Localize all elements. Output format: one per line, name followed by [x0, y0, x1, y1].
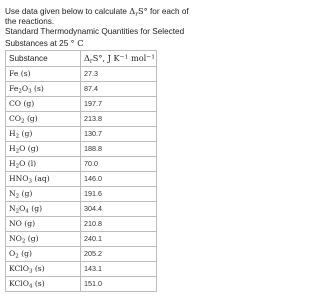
- entropy-symbol: $\Delta_rS^\circ$: [129, 6, 148, 18]
- entropy-value-cell: 143.1: [81, 261, 157, 276]
- entropy-value-cell: 304.4: [81, 201, 157, 216]
- table-row: [6, 276, 157, 291]
- substance-cell: $H_2$ (g): [6, 126, 81, 141]
- table-row: [6, 111, 157, 126]
- substance-cell: NO (g): [6, 216, 81, 231]
- entropy-value-cell: 27.3: [81, 66, 157, 81]
- table-row: [6, 216, 157, 231]
- substance-cell: $Fe_2O_3$ (s): [6, 81, 81, 96]
- table-row: [6, 171, 157, 186]
- table-row: [6, 231, 157, 246]
- substance-cell: $O_2$ (g): [6, 246, 81, 261]
- substance-cell: CO (g): [6, 96, 81, 111]
- table-caption-text: Substances at 25: [5, 38, 71, 48]
- temperature-unit: ° C: [70, 37, 84, 48]
- table-row: [6, 261, 157, 276]
- header-substance: Substance: [6, 50, 81, 66]
- substance-cell: $N_2O_4$ (g): [6, 201, 81, 216]
- substance-cell: $CO_2$ (g): [6, 111, 81, 126]
- entropy-value-cell: 191.6: [81, 186, 157, 201]
- table-row: [6, 66, 157, 81]
- entropy-value-cell: 213.8: [81, 111, 157, 126]
- entropy-value-cell: 130.7: [81, 126, 157, 141]
- entropy-value-cell: 146.0: [81, 171, 157, 186]
- table-caption-line-1: Standard Thermodynamic Quantities for Selected: [5, 27, 185, 37]
- instruction-text-end: for each of the reactions.: [5, 7, 189, 27]
- header-entropy: $\Delta_rS^\circ$, J $K^{-1}$ mol$^{-1}$: [81, 50, 157, 66]
- table-row: [6, 141, 157, 156]
- substance-cell: $H_2O$ (g): [6, 141, 81, 156]
- entropy-value-cell: 205.2: [81, 246, 157, 261]
- substance-cell: $H_2O$ (l): [6, 156, 81, 171]
- table-row: [6, 81, 157, 96]
- substance-cell: $NO_2$ (g): [6, 231, 81, 246]
- entropy-value-cell: 197.7: [81, 96, 157, 111]
- substance-cell: Fe (s): [6, 66, 81, 81]
- instruction-line: [5, 6, 198, 27]
- question-instructions: [5, 6, 198, 49]
- substance-cell: KClO$_3$ (s): [6, 261, 81, 276]
- substance-cell: $N_2$ (g): [6, 186, 81, 201]
- entropy-value-cell: 70.0: [81, 156, 157, 171]
- table-row: [6, 126, 157, 141]
- thermodynamic-data-table: [5, 50, 157, 292]
- entropy-value-cell: 188.8: [81, 141, 157, 156]
- entropy-value-cell: 87.4: [81, 81, 157, 96]
- entropy-value-cell: 210.8: [81, 216, 157, 231]
- table-caption-line-2: [5, 38, 198, 49]
- table-header-row: [6, 50, 157, 66]
- instruction-text: Use data given below to calculate: [5, 7, 130, 16]
- table-row: [6, 201, 157, 216]
- substance-cell: $HNO_3$ (aq): [6, 171, 81, 186]
- entropy-value-cell: 151.0: [81, 276, 157, 291]
- substance-cell: KClO$_4$ (s): [6, 276, 81, 291]
- table-row: [6, 186, 157, 201]
- table-row: [6, 96, 157, 111]
- entropy-value-cell: 240.1: [81, 231, 157, 246]
- table-row: [6, 246, 157, 261]
- table-row: [6, 156, 157, 171]
